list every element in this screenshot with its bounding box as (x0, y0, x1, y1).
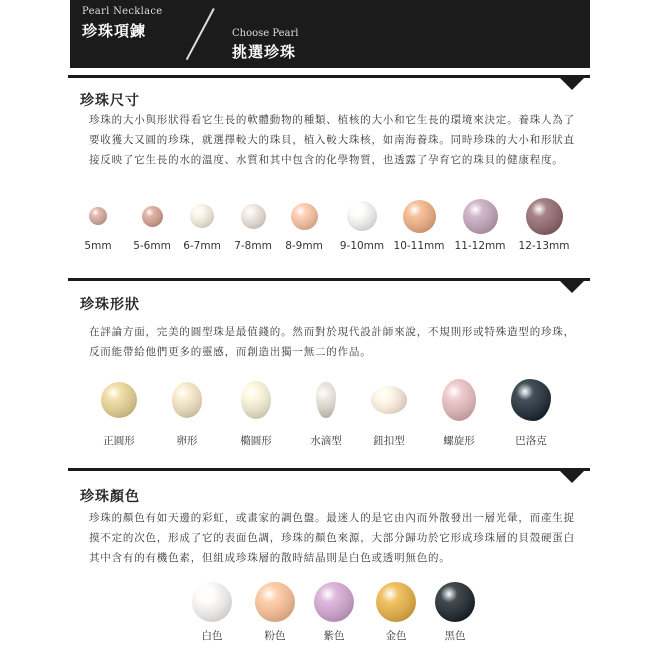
pearl-label: 9-10mm (339, 240, 385, 252)
pearl-image (255, 582, 295, 622)
pearl-image (403, 200, 436, 233)
pearl-label: 鈕扣型 (373, 435, 405, 447)
pearl-label: 11-12mm (454, 240, 506, 252)
pearl-label: 白色 (201, 630, 223, 642)
section-title-color: 珍珠顏色 (80, 489, 140, 505)
pearl-label: 正圓形 (103, 435, 135, 447)
banner-slash-divider (186, 8, 215, 60)
pearl-image (172, 382, 203, 418)
pearl-label: 橢圓形 (240, 435, 272, 447)
banner-right-chinese: 挑選珍珠 (232, 43, 297, 61)
header-banner (70, 0, 590, 68)
banner-left-chinese: 珍珠項鍊 (82, 22, 147, 40)
pearl-image (526, 198, 563, 235)
pearl-label: 12-13mm (518, 240, 570, 252)
pearl-image (241, 381, 272, 419)
pearl-image (142, 206, 163, 227)
pearl-label: 10-11mm (393, 240, 445, 252)
pearl-image (314, 582, 354, 622)
pearl-image (463, 199, 498, 234)
banner-left-english: Pearl Necklace (82, 6, 163, 17)
divider-triangle-icon (560, 78, 584, 90)
pearl-label: 6-7mm (183, 240, 221, 252)
pearl-label: 黑色 (444, 630, 466, 642)
section-body-color: 珍珠的顏色有如天邊的彩虹，或畫家的調色盤。最迷人的是它由內而外散發出一層光暈，而產生捉摸不定的次色，形成了它的表面色調，珍珠的顏色來源，大部分歸功於它形成珍珠層的貝殼硬蛋白其中含有的有機色素，但組成珍珠層的散時結晶則是白色或透明無色的。 (89, 512, 575, 564)
pearl-image (101, 382, 137, 418)
section-title-size: 珍珠尺寸 (80, 93, 140, 109)
pearl-label: 7-8mm (234, 240, 272, 252)
pearl-label: 螺旋形 (443, 435, 475, 447)
pearl-label: 8-9mm (285, 240, 323, 252)
section-body-shape: 在評論方面，完美的圓型珠是最值錢的。然而對於現代設計師來說，不規則形或特殊造型的珍珠，反而能帶給他們更多的靈感，而創造出獨一無二的作品。 (89, 326, 575, 358)
banner-right-english: Choose Pearl (232, 28, 299, 39)
pearl-image (192, 582, 232, 622)
divider-triangle-icon (560, 471, 584, 483)
pearl-label: 5-6mm (133, 240, 171, 252)
pearl-label: 粉色 (264, 630, 286, 642)
pearl-label: 水滴型 (310, 435, 342, 447)
section-title-shape: 珍珠形狀 (80, 297, 140, 313)
pearl-image (511, 379, 551, 421)
section-body-size: 珍珠的大小與形狀得看它生長的軟體動物的種類、植核的大小和它生長的環境來決定。養珠人為了要收獲大又圓的珍珠，就選擇較大的珠貝，植入較大珠核，如南海養珠。同時珍珠的大小和形狀直接反映了它生長的水的溫度、水質和其中包含的化學物質，也透露了孕育它的珠貝的健康程度。 (89, 114, 575, 166)
pearl-label: 5mm (84, 240, 112, 252)
pearl-image (442, 379, 476, 421)
banner-right-block (232, 28, 299, 62)
pearl-image (376, 582, 416, 622)
section-divider-size (68, 75, 590, 78)
pearl-image (291, 203, 318, 230)
pearl-label: 紫色 (323, 630, 345, 642)
section-divider-color (68, 468, 590, 471)
pearl-label: 巴洛克 (515, 435, 547, 447)
pearl-image (347, 201, 377, 231)
banner-left-block (82, 6, 163, 41)
pearl-image (190, 204, 214, 228)
pearl-image (435, 582, 475, 622)
section-divider-shape (68, 278, 590, 281)
pearl-label: 卵形 (176, 435, 198, 447)
pearl-image (241, 204, 266, 229)
pearl-label: 金色 (385, 630, 407, 642)
pearl-image (89, 207, 107, 225)
pearl-image (371, 386, 407, 413)
divider-triangle-icon (560, 281, 584, 293)
pearl-image (316, 382, 336, 418)
